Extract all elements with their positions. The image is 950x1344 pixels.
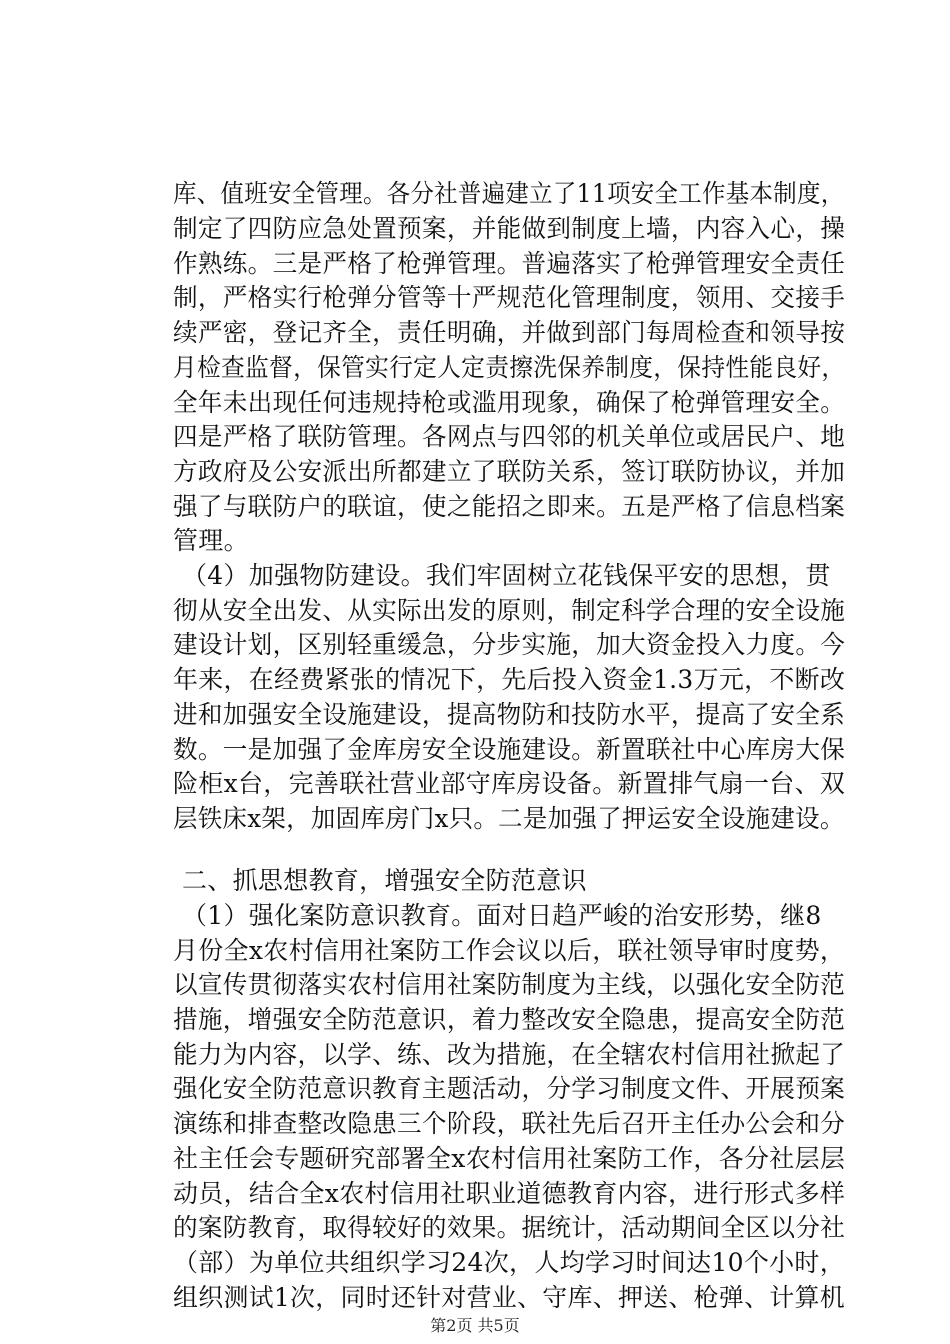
body-text-line: 月检查监督，保管实行定人定责擦洗保养制度，保持性能良好， bbox=[173, 353, 846, 382]
body-text-line: 制，严格实行枪弹分管等十严规范化管理制度，领用、交接手 bbox=[173, 283, 846, 312]
body-text-line: 能力为内容，以学、练、改为措施，在全辖农村信用社掀起了 bbox=[173, 1040, 846, 1069]
body-text-line: 措施，增强安全防范意识，着力整改安全隐患，提高安全防范 bbox=[173, 1005, 846, 1034]
paragraph-start-line: （1）强化案防意识教育。面对日趋严峻的治安形势，继8 bbox=[182, 901, 822, 930]
body-text-line: 管理。 bbox=[173, 526, 249, 555]
body-text-line: 月份全x农村信用社案防工作会议以后，联社领导审时度势， bbox=[173, 936, 846, 965]
paragraph-start-line: （4）加强物防建设。我们牢固树立花钱保平安的思想，贯 bbox=[182, 561, 831, 590]
body-text-line: 建设计划，区别轻重缓急，分步实施，加大资金投入力度。今 bbox=[173, 630, 846, 659]
body-text-line: 的案防教育，取得较好的效果。据统计，活动期间全区以分社 bbox=[173, 1213, 846, 1242]
body-text-line: 强了与联防户的联谊，使之能招之即来。五是严格了信息档案 bbox=[173, 492, 846, 521]
body-text-line: 社主任会专题研究部署全x农村信用社案防工作，各分社层层 bbox=[173, 1144, 846, 1173]
body-text-line: 方政府及公安派出所都建立了联防关系，签订联防协议，并加 bbox=[173, 457, 846, 486]
body-text-line: 作熟练。三是严格了枪弹管理。普遍落实了枪弹管理安全责任 bbox=[173, 249, 846, 278]
section-heading: 二、抓思想教育，增强安全防范意识 bbox=[182, 866, 587, 895]
body-text-line: 险柜x台，完善联社营业部守库房设备。新置排气扇一台、双 bbox=[173, 769, 846, 798]
body-text-line: 进和加强安全设施建设，提高物防和技防水平，提高了安全系 bbox=[173, 700, 846, 729]
body-text-line: 四是严格了联防管理。各网点与四邻的机关单位或居民户、地 bbox=[173, 422, 846, 451]
page-number-footer: 第2页 共5页 bbox=[430, 1316, 520, 1335]
body-text-line: 组织测试1次，同时还针对营业、守库、押送、枪弹、计算机 bbox=[173, 1283, 845, 1312]
body-text-line: 库、值班安全管理。各分社普遍建立了11项安全工作基本制度， bbox=[173, 179, 845, 208]
body-text-line: 制定了四防应急处置预案，并能做到制度上墙，内容入心，操 bbox=[173, 214, 846, 243]
body-text-line: 层铁床x架，加固库房门x只。二是加强了押运安全设施建设。 bbox=[173, 804, 845, 833]
body-text-line: 动员，结合全x农村信用社职业道德教育内容，进行形式多样 bbox=[173, 1179, 846, 1208]
body-text-line: 以宣传贯彻落实农村信用社案防制度为主线，以强化安全防范 bbox=[173, 970, 846, 999]
body-text-line: （部）为单位共组织学习24次，人均学习时间达10个小时， bbox=[173, 1248, 846, 1277]
body-text-line: 演练和排查整改隐患三个阶段，联社先后召开主任办公会和分 bbox=[173, 1109, 846, 1138]
body-text-line: 全年未出现任何违规持枪或滥用现象，确保了枪弹管理安全。 bbox=[173, 388, 846, 417]
body-text-line: 数。一是加强了金库房安全设施建设。新置联社中心库房大保 bbox=[173, 735, 846, 764]
body-text-line: 续严密，登记齐全，责任明确，并做到部门每周检查和领导按 bbox=[173, 318, 846, 347]
body-text-line: 年来，在经费紧张的情况下，先后投入资金1.3万元，不断改 bbox=[173, 665, 846, 694]
body-text-line: 彻从安全出发、从实际出发的原则，制定科学合理的安全设施 bbox=[173, 596, 846, 625]
body-text-line: 强化安全防范意识教育主题活动，分学习制度文件、开展预案 bbox=[173, 1074, 846, 1103]
